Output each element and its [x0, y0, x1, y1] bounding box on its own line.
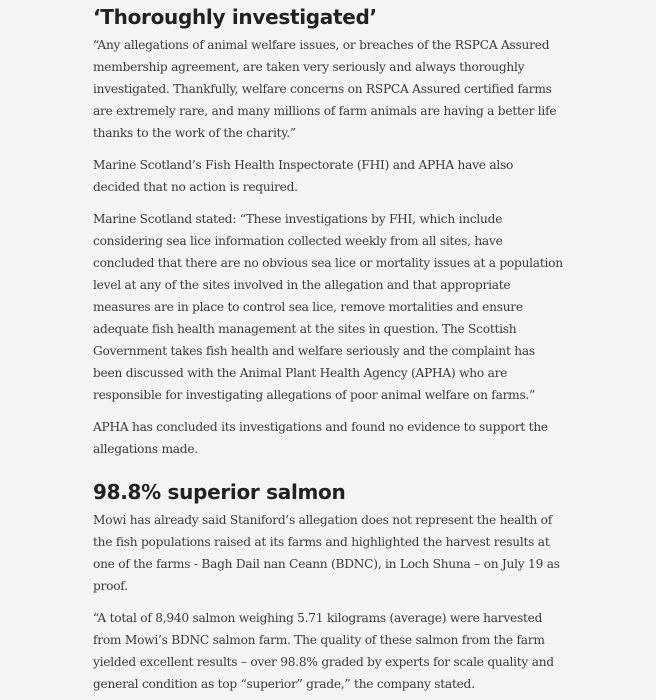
marine-scotland-quote-paragraph: Marine Scotland stated: “These investigations by FHI, which include considering sea lice information collected weekly from all sites, have concluded that there are no obvious sea lice or mortality issues at a population level at any of the sites involved in the allegation and that appropriate measures are in place to control sea lice, remove mortalities and ensure adequate fish health management at the sites in question. The Scottish Government takes fish health and welfare seriously and the complaint has been discussed with the Animal Plant Health Agency (APHA) who are responsible for investigating allegations of poor animal welfare on farms.”: [93, 212, 563, 402]
harvest-results-quote-paragraph: “A total of 8,940 salmon weighing 5.71 kilograms (average) were harvested from Mowi’s BDNC salmon farm. The quality of these salmon from the farm yielded excellent results – over 98.8% graded by experts for scale quality and general condition as top “superior” grade,” the company stated.: [93, 611, 554, 691]
section-heading-thoroughly-investigated: ‘Thoroughly investigated’: [93, 5, 377, 29]
mowi-statement-paragraph: Mowi has already said Staniford’s allegation does not represent the health of the fish populations raised at its farms and highlighted the harvest results at one of the farms - Bagh Dail nan Ceann (BDNC), in Loch Shuna – on July 19 as proof.: [93, 513, 560, 593]
fhi-apha-paragraph: Marine Scotland’s Fish Health Inspectorate (FHI) and APHA have also decided that no action is required.: [93, 158, 514, 194]
apha-conclusion-paragraph: APHA has concluded its investigations and found no evidence to support the allegations made.: [93, 420, 548, 456]
rspca-quote-paragraph: “Any allegations of animal welfare issues, or breaches of the RSPCA Assured membership agreement, are taken very seriously and always thoroughly investigated. Thankfully, welfare concerns on RSPCA Assured certified farms are extremely rare, and many millions of farm animals are having a better life thanks to the work of the charity.”: [93, 38, 557, 140]
section-heading-superior-salmon: 98.8% superior salmon: [93, 480, 346, 504]
